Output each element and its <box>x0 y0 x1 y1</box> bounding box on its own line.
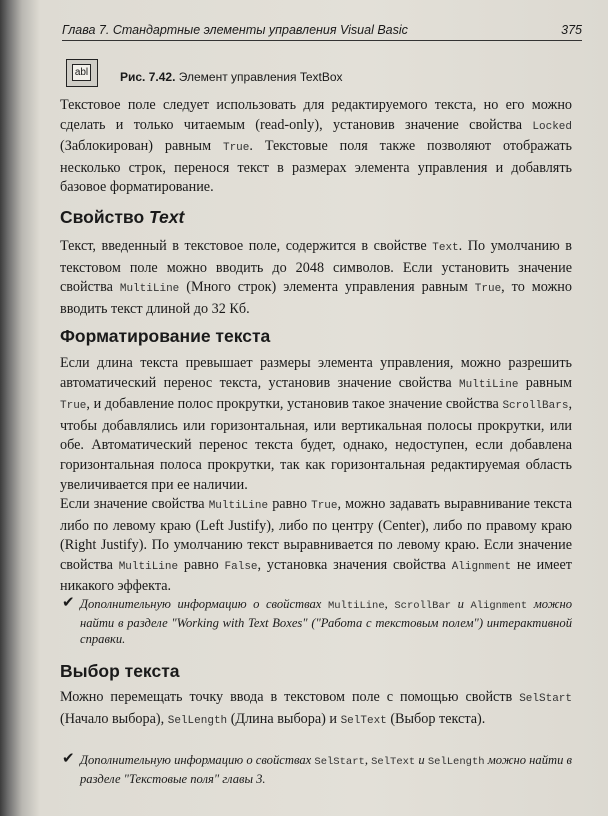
code-selstart: SelStart <box>314 756 365 768</box>
figure-number: Рис. 7.42. <box>120 70 176 84</box>
figure-caption <box>120 70 343 84</box>
text-run: Если значение свойства <box>60 496 209 512</box>
text-run: равно <box>268 496 312 512</box>
text-run: (Начало выбора), <box>60 710 168 727</box>
heading-text-selection: Выбор текста <box>60 661 180 681</box>
code-false: False <box>224 560 258 573</box>
text-run: (Много строк) элемента управления равным <box>179 279 475 296</box>
heading-italic: Text <box>149 207 185 227</box>
textbox-icon-label: abl <box>72 64 91 81</box>
text-run: Если длина текста превышает размеры элемента управления, можно разрешить автоматический перенос текста, установив значение свойства <box>60 355 572 391</box>
text-run: равным <box>518 374 572 391</box>
text-run: (Выбор текста). <box>386 710 486 727</box>
running-header <box>62 22 582 41</box>
textbox-icon <box>66 59 98 87</box>
text-run: Текстовое поле следует использовать для редактируемого текста, но его можно сделать и только читаемым (read-only), установив значение свойства <box>60 97 572 133</box>
text-run: и <box>451 597 471 611</box>
text-run: (Заблокирован) равным <box>60 138 223 155</box>
text-run: . Текстовые поля также позволяют отображать несколько строк, перенося текст в размерах элемента управления и добавлять базовое форматирование. <box>60 138 572 196</box>
selection-paragraph <box>60 688 572 731</box>
code-selstart: SelStart <box>519 693 572 705</box>
code-sellength: SelLength <box>167 714 228 727</box>
code-scrollbars: ScrollBars <box>502 400 569 413</box>
code-multiline: MultiLine <box>208 500 269 512</box>
intro-paragraph <box>60 96 572 198</box>
code-true: True <box>474 283 502 296</box>
formatting-paragraph-1 <box>60 354 572 495</box>
page-number: 375 <box>561 23 582 37</box>
heading-formatting: Форматирование текста <box>60 326 271 346</box>
note-text <box>80 752 572 787</box>
code-sellength: SelLength <box>427 756 485 768</box>
code-multiline: MultiLine <box>459 378 519 391</box>
text-run: (Длина выбора) и <box>227 710 341 727</box>
code-true: True <box>60 400 87 413</box>
text-run: . По умолчанию в текстовом поле можно вводить до 2048 символов. Если установить значение свойства <box>60 238 572 296</box>
code-true: True <box>311 500 338 512</box>
text-run: Можно перемещать точку ввода в текстовом поле с помощью свойств <box>60 689 520 705</box>
text-run: и <box>415 753 428 767</box>
code-alignment: Alignment <box>470 600 528 612</box>
text-run: , то можно вводить текст длиной до 32 Кб. <box>60 279 572 317</box>
text-run: Дополнительную информацию о свойствах <box>80 597 328 611</box>
code-true: True <box>222 142 250 155</box>
code-text: Text <box>432 242 459 254</box>
text-run: не имеет никакого эффекта. <box>60 556 572 595</box>
code-multiline: MultiLine <box>119 283 180 296</box>
checkmark-icon: ✔ <box>62 595 75 611</box>
text-run: можно найти в разделе "Working with Text Boxes" ("Работа с текстовым полем") интерактивной справки. <box>80 597 573 646</box>
code-multiline: MultiLine <box>118 560 179 573</box>
text-run: , установка значения свойства <box>257 556 452 573</box>
text-run: Текст, введенный в текстовое поле, содержится в свойстве <box>60 238 433 254</box>
checkmark-icon: ✔ <box>62 751 75 767</box>
chapter-title: Глава 7. Стандартные элементы управления Visual Basic <box>62 23 408 37</box>
text-run: , <box>364 753 372 767</box>
code-seltext: SelText <box>371 756 416 768</box>
code-multiline: MultiLine <box>327 600 385 612</box>
text-property-paragraph <box>60 237 572 319</box>
code-scrollbar: ScrollBar <box>394 600 452 612</box>
text-run: равно <box>178 556 225 573</box>
heading-prefix: Свойство <box>60 207 149 227</box>
note-formatting <box>62 596 572 648</box>
text-run: , можно задавать выравнивание текста либо по левому краю (Left Justify), либо по центру (Center), либо по правому краю (Right Justify). По умолчанию текст выравнивается по левому краю. Если значение свойства <box>60 496 572 573</box>
note-text <box>80 596 572 648</box>
text-run: , чтобы добавлялись или горизонтальная, или вертикальная полосы прокрутки, или обе. Автоматический перенос текста будет, однако, недоступен, если добавлена горизонтальная полоса прокрутки, так как горизонтальная редактируемая область увеличивается при ее наличии. <box>60 396 572 493</box>
heading-text-property <box>60 207 184 228</box>
text-run: можно найти в разделе "Текстовые поля" главы 3. <box>80 753 573 786</box>
note-selection <box>62 752 572 787</box>
code-seltext: SelText <box>340 714 387 727</box>
text-run: , <box>384 597 395 611</box>
text-run: , и добавление полос прокрутки, установив такое значение свойства <box>86 396 503 413</box>
code-locked: Locked <box>532 120 572 133</box>
code-alignment: Alignment <box>451 560 512 573</box>
formatting-paragraph-2 <box>60 495 572 597</box>
text-run: Дополнительную информацию о свойствах <box>80 753 315 767</box>
figure-caption-text: Элемент управления TextBox <box>178 70 343 84</box>
